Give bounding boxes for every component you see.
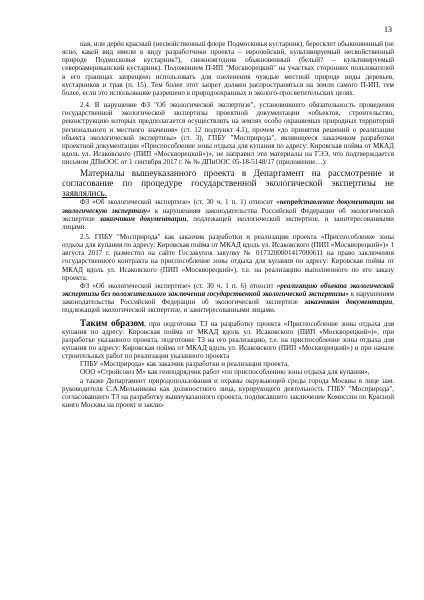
paragraph bbox=[62, 233, 394, 282]
lead-phrase: Таким образом bbox=[80, 317, 145, 328]
text-segment: ная, или дерён красный (несвойственный флоре Подмосковья кустарник), бересклет обыкновенный (не ясно, какой вид имели в виду разработчики проекта – европейский, культивируемый несвойственный природе Подмосковья кустарник?), снежноягодник обыкновенный (белый? – культивируемый североамериканский кустарник). Положением П-ИП "Москворецкий" на участках сторонних пользователей в его границах запрещено использовать для озеленения чуждые местной природе виды деревьев, кустарников и трав (п. 15). Тем более этот запрет должен распространяться на земли самого П-ИП, тем более, если это испольование разрешено в природоохранных и эколого-просветительских целях. bbox=[62, 40, 394, 97]
paragraph bbox=[62, 168, 394, 198]
emphasis-text: «непредставление документации на экологическую экспертизу» bbox=[62, 198, 394, 215]
document-body bbox=[62, 40, 394, 409]
text-segment: ФЗ «Об экологической экспертизе» (ст. 30 ч. 1 п. 6) относит bbox=[80, 281, 277, 290]
paragraph bbox=[62, 198, 394, 231]
text-segment: , подлежащей экологической экспертизе, и заинтересованными лицами. bbox=[62, 298, 394, 315]
text-segment: а также Департамент природопользования и охраны окружающей среды города Москвы в лице зам. руководителя С.А.Мельникова как должностного лица, курирующего деятельность ГПБУ "Мосприрода", согласовавшего ТЗ на разработку вышеуказанного проекта, подписавшего заключение Комиссии по Красной книге Москвы на проект и заклю- bbox=[62, 376, 394, 410]
paragraph bbox=[62, 282, 394, 315]
paragraph bbox=[62, 319, 394, 361]
text-segment: 2.4. В нарушение ФЗ "Об экологической экспертизе", установившего обязательность проведения государственной экологической экспертизы проектной документации «объектов, строительство, реконструкцию которых предполагается осуществлять на землях особо охраняемых природных территорий регионального и местного значения» (ст. 12 подпункт 4.1), прочем «до принятия решений о реализации объекта экологической экспертизы» (ст. 3), ГПБУ "Мосприрода", являющееся заказчиком разработки проектной документации «Приспособление зоны отдыха для купания по адресу: Кировская пойма от МКАД вдоль ул. Исаковского (ПИП «Москворецкий»)», не направил эти материалы на ГЭЭ, что подтверждается письмом ДПиООС от 1 сентября 2017 г. № № ДПиООС 05-18-5148/17 (приложение…): bbox=[62, 101, 394, 167]
text-segment: к нарушениям законодательства Российской Федерации об экологической экспертизе bbox=[62, 290, 394, 307]
paragraph bbox=[62, 40, 394, 97]
text-segment: к нарушениям законодательства Российской Федерации об экологической экспертизе bbox=[62, 206, 395, 223]
text-segment: ФЗ «Об экологической экспертизе» (ст. 30 ч. 1 п. 1) относит bbox=[80, 198, 277, 207]
text-segment: ГПБУ «Мосприрода» как заказчик разработки и реализации проекта, bbox=[80, 360, 289, 369]
emphasis-text: «реализацию объекта экологической экспертизы без положительного заключения государственной экологической экспертизы» bbox=[62, 281, 394, 299]
text-segment: ООО «Стройсоюз М» как генподрядчик работ «по приспособлению зоны отдыха для купания», bbox=[80, 368, 370, 377]
emphasis-text: заказчиком документации bbox=[304, 298, 393, 307]
paragraph bbox=[62, 101, 394, 166]
text-segment: заявлялись. bbox=[62, 188, 108, 199]
page-number: 13 bbox=[384, 25, 392, 34]
paragraph bbox=[62, 360, 394, 368]
paragraph bbox=[62, 377, 394, 410]
paragraph bbox=[62, 368, 394, 376]
text-segment: 2.5. ГПБУ "Мосприрода" как заказчик разработки и реализации проекта «Приспособление зоны отдыха для купания по адресу: Кировская пойма от МКАД вдоль ул. Исаковского (ПИП «Москворецкий»)» 1 августа 2017 г. разместил на сайте Госзакупок закупку № 0173200001417000611 на право заключения государственного контракта на приспособление зоны отдыха для купания по адресу: Кировская пойма от МКАД вдоль ул. Исаковского (ПИП «Москворецкий»), т.е. на реализацию выполненного по его заказу проекта. bbox=[62, 232, 394, 282]
text-segment: , при подготовке ТЗ на разработку проекта «Приспособление зоны отдыха для купания по адресу: Кировская пойма от МКАД вдоль ул. Исаковского (ПИП «Москворецкий»)», при разработке указанного проекта, подготовке ТЗ на его реализацию, т.е. на приспособление зоны отдыха для купания по адресу: Кировская пойма от МКАД вдоль ул. Исаковского (ПИП «Москворецкий») и при начале строительных работ по реализации указанного проекта bbox=[62, 319, 394, 361]
text-segment: Материалы вышеуказанного проекта в Департамент на рассмотрение и согласование по процедуре государственной экологической экспертизы не bbox=[62, 168, 394, 189]
text-segment: , подлежащей экологической экспертизе, и заинтересованными лицами. bbox=[62, 214, 394, 231]
emphasis-text: заказчиком документации bbox=[99, 214, 187, 223]
